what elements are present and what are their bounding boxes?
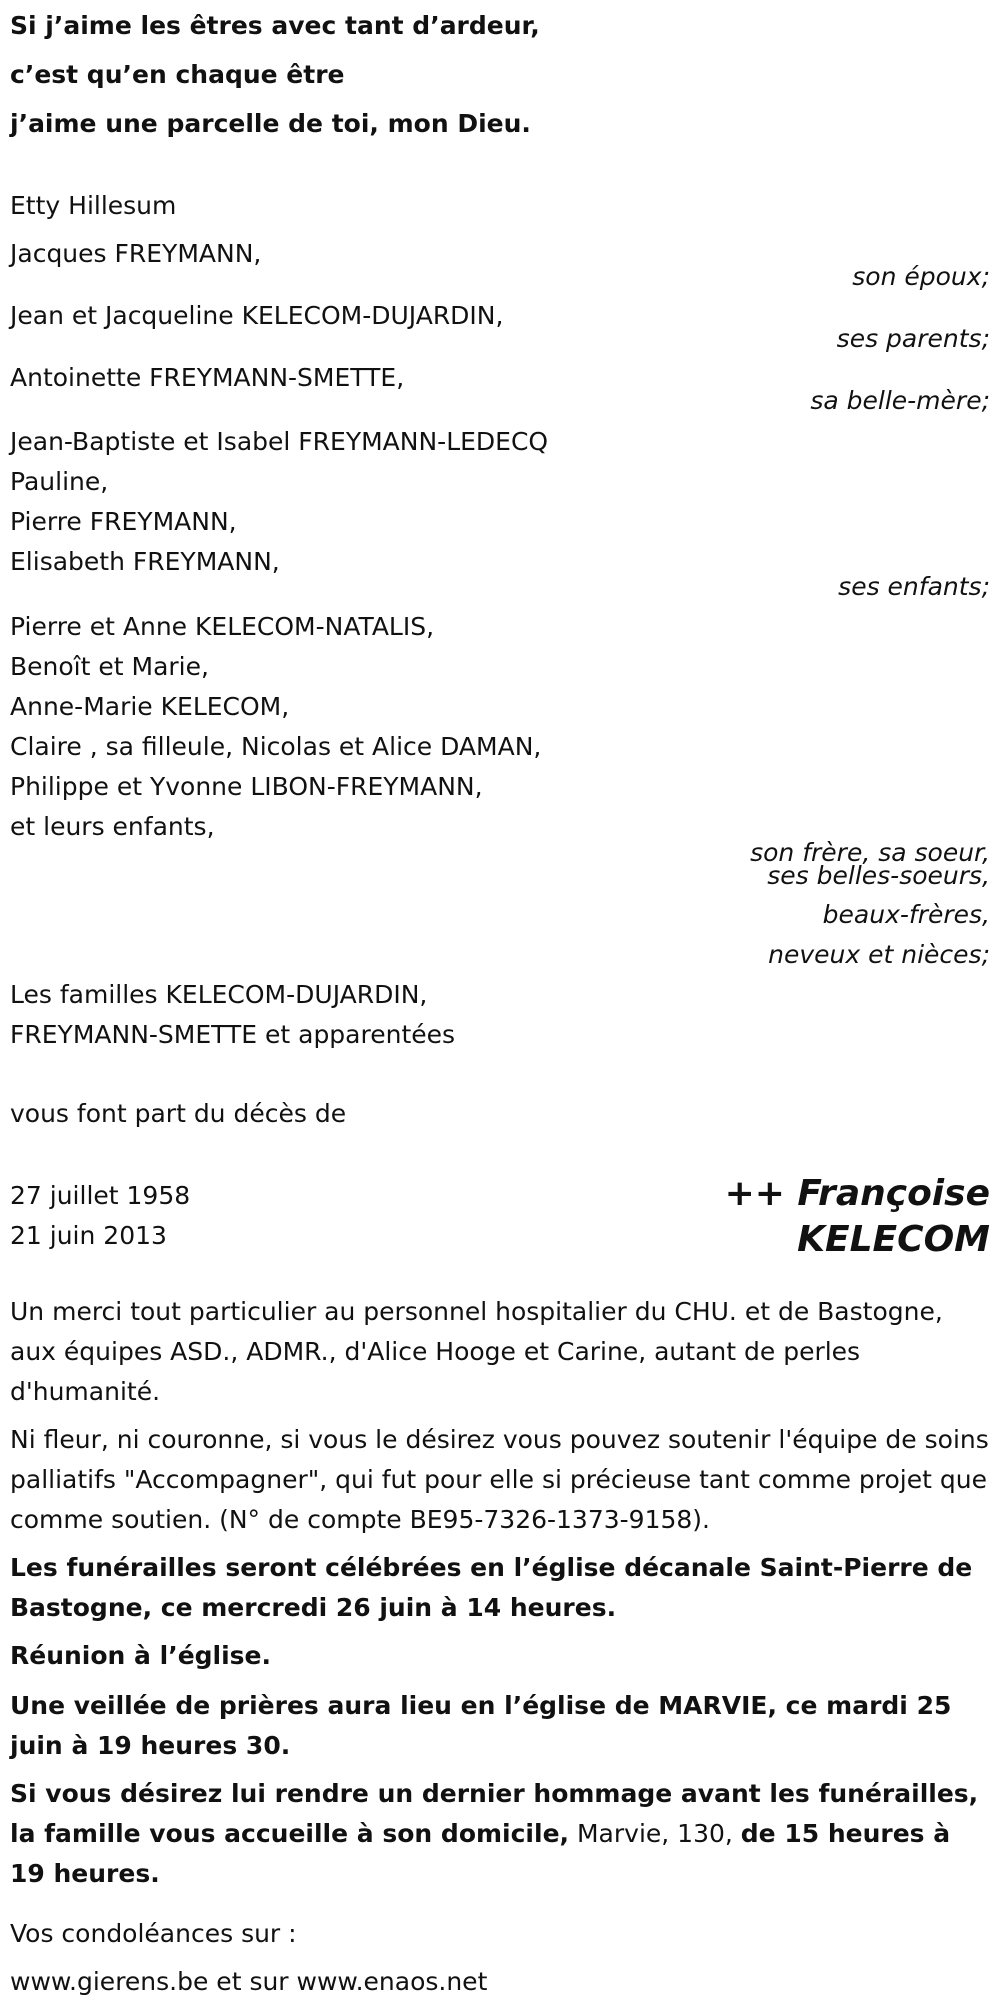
child-line-1: Jean-Baptiste et Isabel FREYMANN-LEDECQ — [10, 427, 549, 456]
sibling-line-5: Philippe et Yvonne LIBON-FREYMANN, — [10, 772, 483, 801]
siblings-role-3: beaux-frères, — [822, 900, 990, 929]
sibling-line-1: Pierre et Anne KELECOM-NATALIS, — [10, 612, 435, 641]
visit-bold-part-2: de 15 heures à 19 heures. — [10, 1819, 951, 1888]
mother-in-law-role: sa belle-mère; — [810, 386, 990, 415]
mother-in-law-name: Antoinette FREYMANN-SMETTE, — [10, 363, 405, 392]
condolences-sites: www.gierens.be et sur www.enaos.net — [10, 1967, 488, 1996]
funeral-paragraph: Les funérailles seront célébrées en l’église décanale Saint-Pierre de Bastogne, ce mercredi 26 juin à 14 heures. — [10, 1553, 973, 1622]
families-line-2: FREYMANN-SMETTE et apparentées — [10, 1020, 456, 1049]
birth-date: 27 juillet 1958 — [10, 1181, 191, 1210]
siblings-role-4: neveux et nièces; — [768, 940, 990, 969]
sibling-line-4: Claire , sa filleule, Nicolas et Alice DAMAN, — [10, 732, 542, 761]
parents-name: Jean et Jacqueline KELECOM-DUJARDIN, — [10, 301, 504, 330]
death-date: 21 juin 2013 — [10, 1221, 167, 1250]
child-line-2: Pauline, — [10, 467, 109, 496]
visit-bold-part-1: Si vous désirez lui rendre un dernier hommage avant les funérailles, la famille vous accueille à son domicile, — [10, 1779, 979, 1848]
sibling-line-2: Benoît et Marie, — [10, 652, 209, 681]
condolences-label: Vos condoléances sur : — [10, 1919, 297, 1948]
child-line-4: Elisabeth FREYMANN, — [10, 547, 280, 576]
deceased-first-name: ++ Françoise — [724, 1173, 990, 1214]
child-line-3: Pierre FREYMANN, — [10, 507, 237, 536]
quote-author: Etty Hillesum — [10, 191, 177, 220]
vigil-paragraph: Une veillée de prières aura lieu en l’église de MARVIE, ce mardi 25 juin à 19 heures 30. — [10, 1691, 952, 1760]
meeting-paragraph: Réunion à l’église. — [10, 1641, 272, 1670]
flowers-paragraph: Ni fleur, ni couronne, si vous le désirez vous pouvez soutenir l'équipe de soins palliatifs "Accompagner", qui fut pour elle si précieuse tant comme projet que comme soutien. (N° de compte BE95-7326-1373-9158). — [10, 1425, 989, 1534]
announcement: vous font part du décès de — [10, 1099, 347, 1128]
deceased-last-name: KELECOM — [797, 1219, 990, 1260]
visit-address: Marvie, 130, — [569, 1819, 741, 1848]
families-line-1: Les familles KELECOM-DUJARDIN, — [10, 980, 428, 1009]
sibling-line-3: Anne-Marie KELECOM, — [10, 692, 290, 721]
children-role: ses enfants; — [838, 572, 990, 601]
siblings-role-1: son frère, sa soeur, — [750, 838, 990, 867]
sibling-line-6: et leurs enfants, — [10, 812, 215, 841]
husband-role: son époux; — [852, 262, 990, 291]
quote-line-1: Si j’aime les êtres avec tant d’ardeur, — [10, 11, 540, 40]
visit-paragraph — [10, 1774, 990, 1894]
quote-line-3: j’aime une parcelle de toi, mon Dieu. — [10, 109, 531, 138]
thanks-paragraph: Un merci tout particulier au personnel hospitalier du CHU. et de Bastogne, aux équipes ASD., ADMR., d'Alice Hooge et Carine, autant de perles d'humanité. — [10, 1297, 943, 1406]
quote-line-2: c’est qu’en chaque être — [10, 60, 345, 89]
husband-name: Jacques FREYMANN, — [10, 239, 262, 268]
siblings-role-2: ses belles-soeurs, — [767, 861, 990, 890]
parents-role: ses parents; — [836, 324, 990, 353]
